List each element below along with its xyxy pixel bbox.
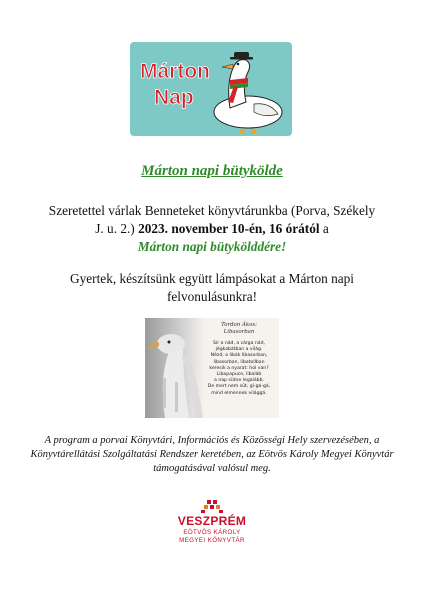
event-date: 2023. november 10-én, 16 órától [138,221,320,236]
poem-line: Nézd, a libák libasorban, [210,353,268,359]
poem-text [199,341,279,397]
logo-subtitle-2: MEGYEI KÖNYVTÁR [179,537,245,544]
event-name-highlight: Márton napi bütykölddére! [137,239,287,254]
crown-pattern-icon [170,498,254,514]
lantern-paragraph: Gyertek, készítsünk együtt lámpásokat a Márton napi felvonulásunkra! [70,271,354,304]
poem-line: Libapapuce, libaláb [216,372,262,378]
library-logo [170,498,254,548]
poem-title [201,322,277,336]
program-footer-note: A program a porvai Könyvtári, Információs és Közösségi Hely szervezésében, a Könyvtárellátási Szolgáltatási Rendszer keretében, az Eötvös Károly Megyei Könyvtár támogatásával valósul meg. [30,435,394,474]
invitation-connector: a [319,221,329,236]
poem-line: mind elmennek világgá. [211,390,267,396]
banner-title-line2: Nap [154,86,194,109]
poem-line: keresik a nyarat: hol van? [209,365,269,371]
poem-line: De mert nem süt, gi-gá-gá, [207,384,271,390]
poem-line: a nap sütne legalább. [214,378,264,384]
poem-line: jégkabátban a világ. [215,347,263,353]
invitation-paragraph [44,202,380,256]
invitation-text: Szeretettel várlak Benneteket könyvtárunkba (Porva, Székely J. u. 2.) [48,203,376,236]
goose-with-hat-illustration [130,42,292,136]
logo-name: VESZPRÉM [177,514,247,528]
marton-nap-banner [130,42,292,136]
poem-line: libasorban, libatollban [213,359,265,365]
poem-name: Libasorban [223,329,255,335]
poem-author: Tordon Ákos: [221,322,257,328]
poem-illustration [145,318,279,418]
event-heading: Márton napi bütykölde [141,163,283,179]
banner-title-line1: Márton [140,60,210,83]
poem-line: Sír a nád, a sárga nád, [213,341,265,346]
logo-subtitle-1: EÖTVÖS KÁROLY [183,529,241,536]
